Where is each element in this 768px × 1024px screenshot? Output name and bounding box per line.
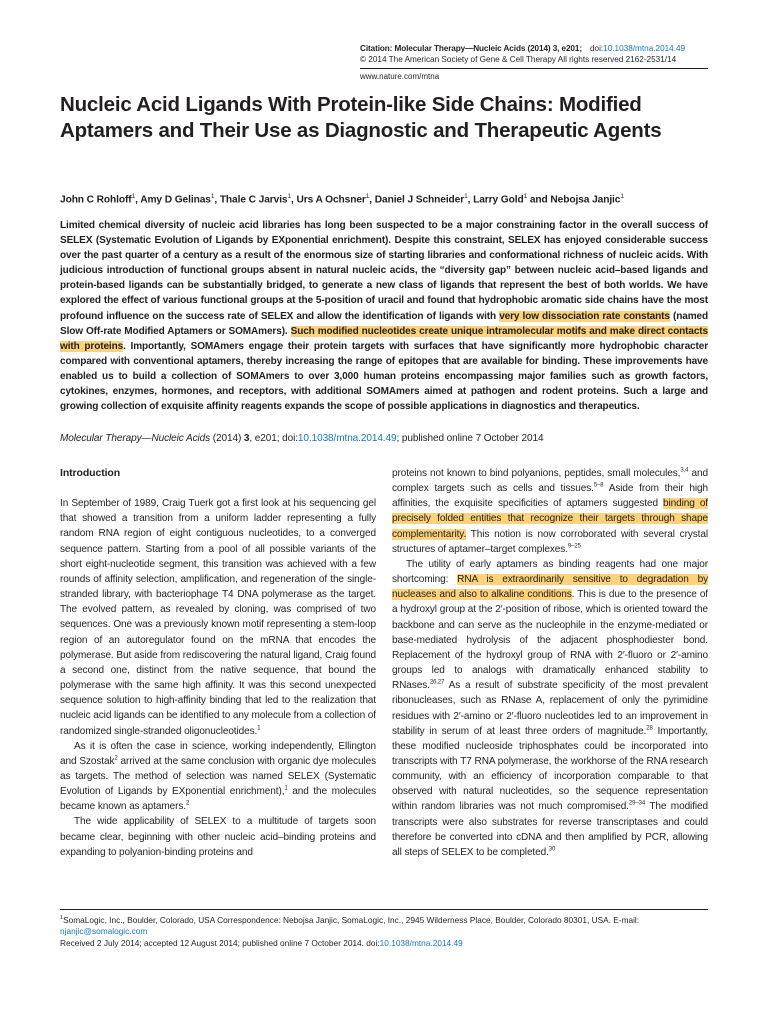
right-highlight-1: binding of precisely folded entities that recognize their targets through shape complementarity. [392, 498, 708, 540]
author-name: Urs A Ochsner [296, 194, 366, 206]
intro-paragraph-3: The wide applicability of SELEX to a multitude of targets soon became clear, beginning with other nucleic acid–binding proteins and expanding to polyanion-binding proteins and [60, 816, 376, 858]
author-name: Daniel J Schneider [374, 194, 465, 206]
author-affiliation-mark: 1 [464, 193, 468, 200]
abstract-highlight-1: very low dissociation rate constants [499, 310, 670, 322]
right-paragraph-1: proteins not known to bind polyanions, peptides, small molecules,$^{3,4}$ and complex targets such as cells and tissues.$^{5-8}$ Aside from their high affinities, the exquisite specificities of aptamers suggested binding of precisely folded entities that recognize their targets through shape complementarity. This notion is now corroborated with several crystal structures of aptamer–target complexes.$^{9-25}$ [392, 467, 708, 555]
citation-label: Citation: Molecular Therapy—Nucleic Acids (2014) 3, e201; [360, 44, 582, 53]
author-affiliation-mark: 1 [523, 193, 528, 200]
abstract-highlight-2: Such modified nucleotides create unique intramolecular motifs and make direct contacts with proteins [60, 325, 708, 352]
left-column [60, 464, 376, 860]
intro-paragraph-2: As it is often the case in science, working independently, Ellington and Szostak$^2$ arrived at the same conclusion with organic dye molecules as targets. The method of selection was named SELEX (Systematic Evolution of Ligands by EXponential enrichment),$^1$ and the molecules became known as aptamers.$^2$ [60, 740, 376, 813]
right-paragraph-2: The utility of early aptamers as binding reagents had one major shortcoming: RNA is extraordinarily sensitive to degradation by nucleases and also to alkaline conditions. This is due to the presence of a hydroxyl group at the 2′-position of ribose, which is oriented toward the backbone and can serve as the nucleophile in the enzyme-mediated or base-mediated hydrolysis of the adjacent phosphodiester bond. Replacement of the hydroxyl group of RNA with 2′-fluoro or 2′-amino groups led to analogs with dramatically enhanced stability to RNases.$^{26,27}$ As a result of substrate specificity of the most prevalent ribonucleases, such as RNase A, replacement of only the pyrimidine residues with 2′-amino or 2′-fluoro nucleotides led to an improvement in stability in serum of at least three orders of magnitude.$^{28}$ Importantly, these modified nucleoside triphosphates could be incorporated into transcripts with T7 RNA polymerase, the workhorse of the RNA research community, with an efficiency of incorporation comparable to that observed with natural nucleotides, so the sequence representation within random libraries was not much compromised.$^{29-34}$ The modified transcripts were also substrates for reverse transcriptases and could therefore be converted into cDNA and then amplified by PCR, allowing all steps of SELEX to be completed.$^{30}$ [392, 558, 708, 858]
right-column [392, 466, 708, 860]
abstract-doi-link[interactable]: 10.1038/mtna.2014.49 [297, 433, 397, 444]
header-doi: doi:10.1038/mtna.2014.49 [589, 44, 686, 53]
header-doi-link[interactable]: 10.1038/mtna.2014.49 [603, 44, 686, 53]
author-affiliation-mark: 1 [210, 193, 215, 200]
author-affiliation-mark: 1 [287, 193, 292, 200]
intro-paragraph-1: In September of 1989, Craig Tuerk got a first look at his sequencing gel that showed a transition from a uniform ladder representing a fully random RNA region of eight contiguous nucleotides, to a converged sequence pattern. Starting from a pool of all possible variants of the short eight-nucleotide segment, this transition was achieved with a few rounds of affinity selection, amplification, and regeneration of the single-stranded library, with bacteriophage T4 DNA polymerase as the target. The evolved pattern, as revealed by cloning, was comprised of two sequences. One was a previously known motif representing a stem-loop region of an autoregulator found on the mRNA that encodes the polymerase. But aside from rediscovering the natural ligand, Craig found a second one, distinct from the native sequence, that bound the polymerase with the same high affinity. It was this second unexpected sequence solution to high-affinity binding that led to the realization that nucleic acid ligands can be identified to any molecule from a collection of randomized single-stranded oligonucleotides.$^1$ [60, 498, 376, 737]
footer-divider [60, 909, 708, 910]
author-separator: , [291, 194, 297, 206]
author-affiliation-mark: 1 [365, 193, 370, 200]
journal-url: www.nature.com/mtna [360, 72, 440, 81]
correspondence-email-link[interactable]: njanjic@somalogic.com [60, 926, 148, 937]
author-name: Amy D Gelinas [140, 194, 211, 206]
author-separator: , [467, 194, 474, 206]
abstract-citation: Molecular Therapy—Nucleic Acids (2014) 3, e201; doi:10.1038/mtna.2014.49; published online 7 October 2014 [60, 433, 544, 444]
right-highlight-2: RNA is extraordinarily sensitive to degradation by nucleases and also to alkaline conditions [392, 574, 708, 601]
article-title: Nucleic Acid Ligands With Protein-like Side Chains: Modified Aptamers and Their Use as Diagnostic and Therapeutic Agents [60, 93, 662, 142]
author-list [60, 190, 720, 206]
author-name: Nebojsa Janjic [550, 194, 621, 206]
footer-doi-link[interactable]: 10.1038/mtna.2014.49 [379, 937, 463, 948]
author-name: Larry Gold [473, 194, 524, 206]
author-name: John C Rohloff [60, 194, 132, 206]
author-affiliation-mark: 1 [131, 193, 136, 200]
introduction-heading: Introduction [60, 467, 121, 479]
author-affiliation-mark: 1 [620, 193, 624, 200]
author-separator: , [214, 194, 220, 206]
author-separator: and [527, 194, 551, 206]
citation-header [360, 43, 720, 66]
header-divider [360, 68, 708, 69]
author-name: Thale C Jarvis [219, 194, 288, 206]
abstract: Limited chemical diversity of nucleic acid libraries has long been suspected to be a major constraining factor in the overall success of SELEX (Systematic Evolution of Ligands by EXponential enrichment). Despite this constraint, SELEX has enjoyed considerable success over the past quarter of a century as a result of the enormous size of starting libraries and conformational richness of nucleic acids. With judicious introduction of functional groups absent in natural nucleic acids, the “diversity gap” between nucleic acid–based ligands and protein-based ligands can be substantially bridged, to generate a new class of ligands that represent the best of both worlds. We have explored the effect of various functional groups at the 5-position of uracil and found that hydrophobic aromatic side chains have the most profound influence on the success rate of SELEX and allow the identification of ligands with very low dissociation rate constants (named Slow Off-rate Modified Aptamers or SOMAmers). Such modified nucleotides create unique intramolecular motifs and make direct contacts with proteins. Importantly, SOMAmers engage their protein targets with surfaces that have significantly more hydrophobic character compared with conventional aptamers, thereby increasing the range of epitopes that are available for binding. These improvements have enabled us to build a collection of SOMAmers to over 3,000 human proteins encompassing major families such as growth factors, cytokines, enzymes, hormones, and receptors, with additional SOMAmers aimed at pathogen and rodent proteins. Such a large and growing collection of exquisite affinity reagents expands the scope of possible applications in diagnostics and therapeutics. [60, 220, 709, 413]
received-note: Received 2 July 2014; accepted 12 August 2014; published online 7 October 2014. doi:10.1038/mtna.2014.49 [60, 937, 463, 948]
footer-notes [60, 913, 708, 949]
author-separator: , [369, 194, 375, 206]
affiliation-note: $^1$SomaLogic, Inc., Boulder, Colorado, USA Correspondence: Nebojsa Janjic, SomaLogic, Inc., 2945 Wilderness Place, Boulder, Colorado 80301, USA. E-mail: njanjic@somalogic.com [60, 914, 640, 937]
author-separator: , [135, 194, 141, 206]
copyright-line: © 2014 The American Society of Gene & Cell Therapy All rights reserved 2162-2531/14 [360, 55, 677, 65]
